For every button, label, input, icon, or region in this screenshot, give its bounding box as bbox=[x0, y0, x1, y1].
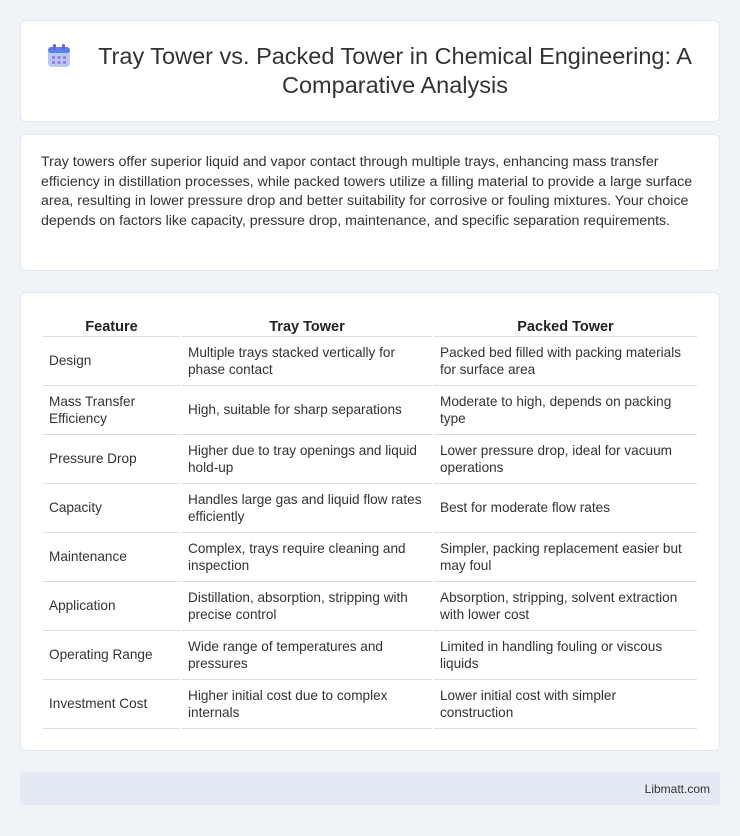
table-row bbox=[43, 680, 697, 729]
table-row bbox=[43, 435, 697, 484]
footer bbox=[20, 772, 720, 805]
tray-cell: High, suitable for sharp separations bbox=[182, 386, 432, 435]
packed-cell: Best for moderate flow rates bbox=[434, 484, 697, 533]
packed-cell: Simpler, packing replacement easier but may foul bbox=[434, 533, 697, 582]
table-row bbox=[43, 386, 697, 435]
tray-cell: Handles large gas and liquid flow rates efficiently bbox=[182, 484, 432, 533]
tray-cell: Distillation, absorption, stripping with precise control bbox=[182, 582, 432, 631]
feature-cell: Capacity bbox=[43, 484, 180, 533]
header-tray-tower: Tray Tower bbox=[182, 315, 432, 337]
tray-cell: Higher initial cost due to complex internals bbox=[182, 680, 432, 729]
page-title: Tray Tower vs. Packed Tower in Chemical Engineering: A Comparative Analysis bbox=[98, 43, 692, 98]
table-row bbox=[43, 582, 697, 631]
table-row bbox=[43, 337, 697, 386]
feature-cell: Mass Transfer Efficiency bbox=[43, 386, 180, 435]
header-feature: Feature bbox=[43, 315, 180, 337]
feature-cell: Pressure Drop bbox=[43, 435, 180, 484]
intro-text: Tray towers offer superior liquid and vapor contact through multiple trays, enhancing mass transfer efficiency in distillation processes, while packed towers utilize a filling material to provide a large surface area, resulting in lower pressure drop and better suitability for corrosive or fouling mixtures. Your choice depends on factors like capacity, pressure drop, maintenance, and specific separation requirements. bbox=[41, 154, 693, 230]
header-card bbox=[20, 20, 720, 122]
packed-cell: Moderate to high, depends on packing type bbox=[434, 386, 697, 435]
tray-cell: Multiple trays stacked vertically for phase contact bbox=[182, 337, 432, 386]
table-row bbox=[43, 631, 697, 680]
table-row bbox=[43, 484, 697, 533]
packed-cell: Absorption, stripping, solvent extraction with lower cost bbox=[434, 582, 697, 631]
footer-brand-link[interactable]: Libmatt.com bbox=[644, 781, 710, 796]
feature-cell: Investment Cost bbox=[43, 680, 180, 729]
intro-card bbox=[20, 134, 720, 271]
feature-cell: Application bbox=[43, 582, 180, 631]
packed-cell: Limited in handling fouling or viscous liquids bbox=[434, 631, 697, 680]
tray-cell: Higher due to tray openings and liquid hold-up bbox=[182, 435, 432, 484]
comparison-table-card bbox=[20, 292, 720, 751]
feature-cell: Operating Range bbox=[43, 631, 180, 680]
packed-cell: Packed bed filled with packing materials for surface area bbox=[434, 337, 697, 386]
table-header-row bbox=[43, 315, 697, 337]
comparison-table bbox=[41, 315, 699, 729]
header-packed-tower: Packed Tower bbox=[434, 315, 697, 337]
feature-cell: Design bbox=[43, 337, 180, 386]
calendar-icon bbox=[45, 42, 73, 70]
packed-cell: Lower initial cost with simpler construction bbox=[434, 680, 697, 729]
feature-cell: Maintenance bbox=[43, 533, 180, 582]
table-row bbox=[43, 533, 697, 582]
tray-cell: Complex, trays require cleaning and inspection bbox=[182, 533, 432, 582]
tray-cell: Wide range of temperatures and pressures bbox=[182, 631, 432, 680]
packed-cell: Lower pressure drop, ideal for vacuum operations bbox=[434, 435, 697, 484]
